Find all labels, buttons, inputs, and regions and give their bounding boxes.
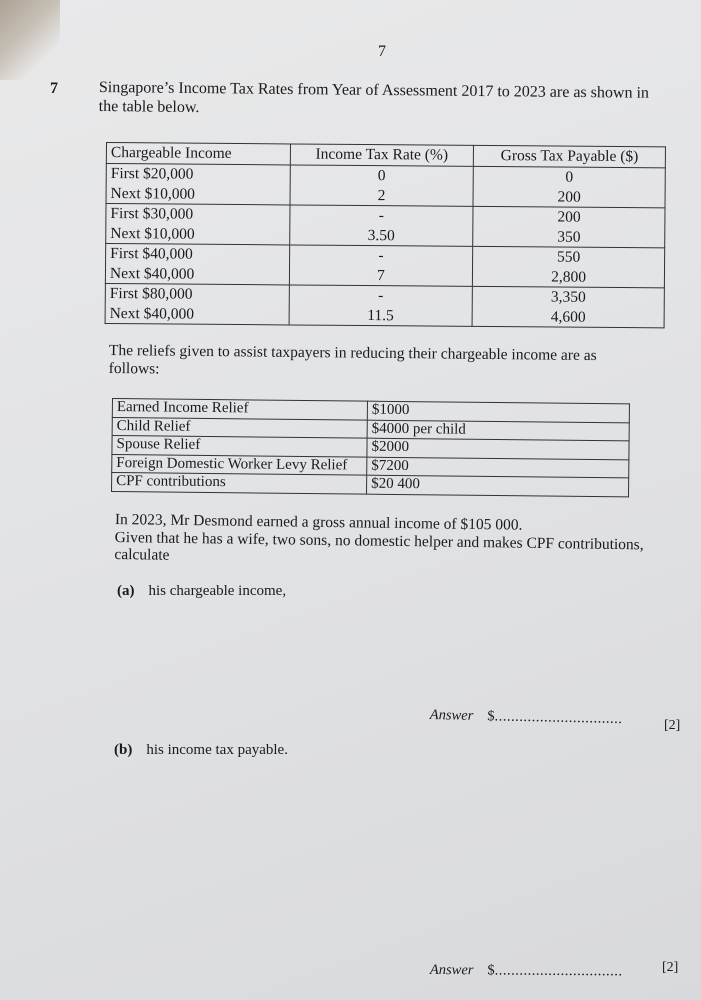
cell-chargeable-income-line: First $80,000 <box>109 285 193 303</box>
answer-prefix-b: $ <box>487 962 495 979</box>
part-b-label: (b) <box>114 742 133 758</box>
cell-chargeable-income-line: Next $10,000 <box>110 224 195 243</box>
part-a-label: (a) <box>117 583 135 599</box>
table-row <box>105 283 664 327</box>
answer-label-a: Answer <box>429 707 474 724</box>
cell-tax-rate <box>289 245 473 286</box>
cell-gross-tax-line: 2,800 <box>551 268 587 286</box>
cell-tax-rate <box>289 205 473 246</box>
table-row <box>105 244 664 288</box>
header-chargeable-income: Chargeable Income <box>106 143 290 165</box>
relief-amount: $7200 <box>367 457 629 478</box>
cell-tax-rate-line: - <box>378 247 384 265</box>
relief-name: Earned Income Relief <box>112 399 367 420</box>
reliefs-intro: The reliefs given to assist taxpayers in reducing their chargeable income are as follows: <box>108 342 597 378</box>
cell-chargeable-income-line: Next $40,000 <box>109 264 195 283</box>
answer-line-b <box>430 962 623 980</box>
answer-prefix-a: $ <box>487 708 495 725</box>
photo-corner-shadow <box>0 0 60 80</box>
cell-gross-tax-line: 200 <box>557 208 581 226</box>
cell-chargeable-income <box>105 244 289 285</box>
cell-chargeable-income-line: Next $10,000 <box>110 184 196 203</box>
cell-chargeable-income <box>106 164 290 205</box>
scenario-line-1: In 2023, Mr Desmond earned a gross annual income of $105 000. <box>114 511 523 534</box>
part-b-text: his income tax payable. <box>146 742 288 758</box>
relief-name: Foreign Domestic Worker Levy Relief <box>112 454 367 475</box>
relief-name: CPF contributions <box>112 473 367 494</box>
cell-gross-tax-line: 0 <box>565 168 574 186</box>
cell-gross-tax-line: 200 <box>557 188 581 206</box>
table-row <box>106 164 665 208</box>
cell-tax-rate-line: 11.5 <box>367 306 394 324</box>
cell-gross-tax <box>473 166 665 208</box>
relief-name: Child Relief <box>112 417 367 438</box>
question-number: 7 <box>50 80 58 97</box>
page-number: 7 <box>378 43 386 60</box>
cell-tax-rate <box>290 165 474 206</box>
cell-tax-rate-line: 2 <box>377 186 386 204</box>
cell-gross-tax-line: 550 <box>557 248 581 266</box>
relief-amount: $1000 <box>367 401 629 422</box>
cell-tax-rate-line: 7 <box>376 266 385 284</box>
table-row <box>106 204 665 248</box>
question-intro: Singapore’s Income Tax Rates from Year of Assessment 2017 to 2023 are as shown in the table below. <box>98 78 650 117</box>
cell-gross-tax-line: 4,600 <box>550 307 586 326</box>
cell-tax-rate-line: - <box>378 287 384 305</box>
marks-a: [2] <box>664 718 681 733</box>
cell-tax-rate <box>289 285 473 326</box>
header-income-tax-rate: Income Tax Rate (%) <box>290 144 474 166</box>
marks-b: [2] <box>662 960 679 975</box>
relief-amount: $2000 <box>367 438 629 459</box>
cell-chargeable-income-line: First $30,000 <box>110 205 194 223</box>
relief-amount: $4000 per child <box>367 420 629 441</box>
header-gross-tax-payable: Gross Tax Payable ($) <box>474 145 666 168</box>
part-a <box>117 583 286 600</box>
answer-label-b: Answer <box>429 962 474 979</box>
scenario-text <box>114 511 660 571</box>
cell-chargeable-income <box>105 283 289 324</box>
cell-gross-tax-line: 3,350 <box>550 288 586 306</box>
cell-gross-tax-line: 350 <box>557 228 581 246</box>
cell-gross-tax <box>472 286 664 328</box>
tax-rate-table <box>105 142 666 328</box>
part-a-text: his chargeable income, <box>148 583 287 599</box>
answer-dots-b: ............................... <box>494 962 623 980</box>
relief-name: Spouse Relief <box>112 436 367 457</box>
cell-chargeable-income-line: Next $40,000 <box>109 304 195 323</box>
cell-chargeable-income-line: First $40,000 <box>110 245 193 263</box>
relief-table <box>111 398 630 497</box>
answer-dots-a: ............................... <box>494 708 623 728</box>
cell-chargeable-income-line: First $20,000 <box>110 165 194 183</box>
cell-tax-rate-line: - <box>378 207 384 225</box>
cell-tax-rate-line: 0 <box>377 167 386 185</box>
answer-line-a <box>430 707 623 728</box>
scenario-line-2: Given that he has a wife, two sons, no domestic helper and makes CPF contributions, calculate <box>114 528 644 564</box>
cell-gross-tax <box>473 246 665 288</box>
cell-chargeable-income <box>106 204 290 245</box>
cell-tax-rate-line: 3.50 <box>367 226 395 244</box>
relief-amount: $20 400 <box>367 475 629 496</box>
part-b <box>114 742 288 759</box>
cell-gross-tax <box>473 206 665 248</box>
